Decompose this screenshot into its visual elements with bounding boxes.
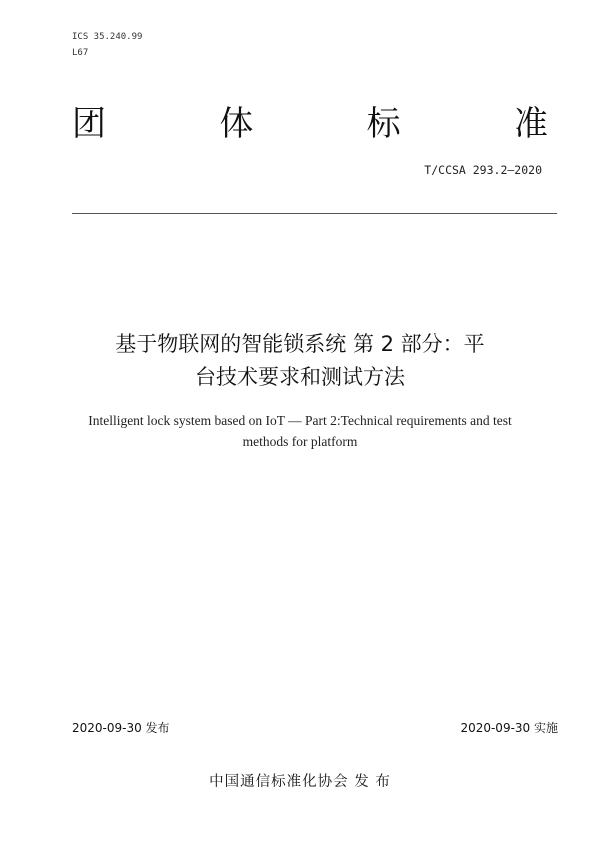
- publisher: 中国通信标准化协会 发 布: [209, 774, 391, 790]
- standard-type-char: 准: [513, 104, 548, 144]
- chinese-title-line: 台技术要求和测试方法: [195, 365, 405, 389]
- header-divider: [72, 213, 557, 214]
- ccs-code: L67: [72, 48, 89, 58]
- publish-date: 2020-09-30 发布: [72, 721, 170, 735]
- standard-number: T/CCSA 293.2—2020: [424, 163, 542, 177]
- chinese-title: [60, 328, 540, 394]
- ics-code: ICS 35.240.99: [72, 32, 143, 42]
- chinese-title-line: 基于物联网的智能锁系统 第 2 部分：平: [115, 332, 485, 356]
- standard-type-title: [72, 102, 548, 146]
- standard-type-char: 体: [219, 104, 254, 144]
- standard-type-char: 标: [366, 104, 401, 144]
- implement-date: 2020-09-30 实施: [460, 721, 558, 735]
- english-title: [60, 410, 540, 452]
- english-title-line: methods for platform: [242, 434, 358, 449]
- standard-type-char: 团: [72, 104, 106, 144]
- english-title-line: Intelligent lock system based on IoT — Part 2:Technical requirements and test: [88, 413, 512, 428]
